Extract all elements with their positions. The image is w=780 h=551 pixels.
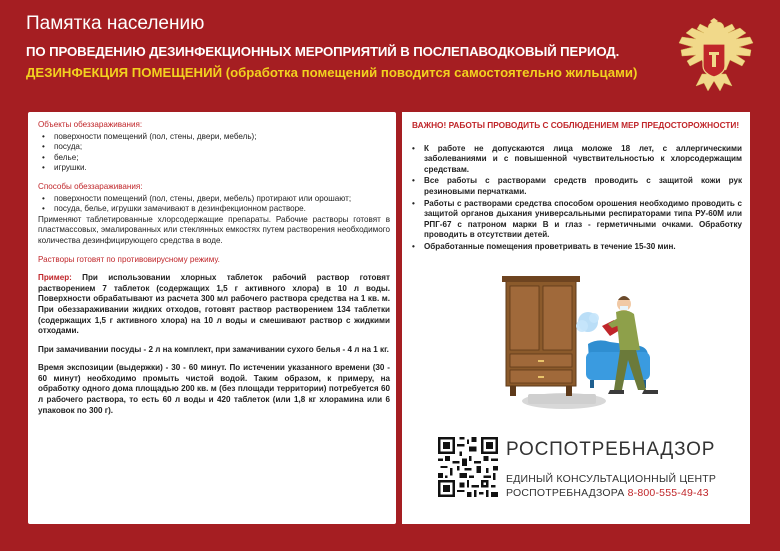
- header: [26, 12, 676, 81]
- list-item: • посуда;: [42, 142, 390, 153]
- left-panel: [28, 112, 396, 524]
- page-subtitle: ПО ПРОВЕДЕНИЮ ДЕЗИНФЕКЦИОННЫХ МЕРОПРИЯТИЙ В ПОСЛЕПАВОДКОВЫЙ ПЕРИОД.: [26, 44, 620, 59]
- rules-list: [412, 144, 742, 253]
- methods-list: [42, 194, 390, 215]
- antiviral-note: Растворы готовят по противовирусному режиму.: [38, 254, 220, 264]
- emblem-icon: [672, 14, 756, 104]
- contact-org: РОСПОТРЕБНАДЗОРА: [506, 487, 628, 499]
- topic-label: ДЕЗИНФЕКЦИЯ ПОМЕЩЕНИЙ: [26, 65, 223, 80]
- contact-line-2: [506, 487, 716, 499]
- list-item: • игрушки.: [42, 163, 390, 174]
- example-text: При использовании хлорных таблеток рабочий раствор готовят растворением 7 таблеток (содержащих 1,5 г активного хлора) в 10 л воды. Поверхности обрабатывают из расчета 300 мл рабочего раствора средства на 1 кв. м. При обеззараживании жидких отходов, готовят раствор растворением 134 таблетки (содержащих 1,5 г активного хлора) на 10 л воды и смешивают раствор с жидкими отходами.: [38, 273, 390, 336]
- phone-number[interactable]: 8-800-555-49-43: [627, 487, 709, 499]
- page-topic: [26, 64, 676, 81]
- objects-heading: Объекты обеззараживания:: [38, 120, 143, 129]
- objects-list: [42, 132, 390, 174]
- disinfection-illustration: [502, 274, 678, 416]
- list-item: • Все работы с растворами средств проводить с защитой кожи рук резиновыми перчатками.: [412, 176, 742, 197]
- list-item: • поверхности помещений (пол, стены, двери, мебель) протирают или орошают;: [42, 194, 390, 205]
- right-panel: [402, 112, 750, 524]
- list-item: • К работе не допускаются лица моложе 18 лет, с аллергическими заболеваниями и с повышенной чувствительностью к хлорсодержащим средствам.: [412, 144, 742, 176]
- soak-text: При замачивании посуды - 2 л на комплект, при замачивании сухого белья - 4 л на 1 кг.: [38, 344, 389, 354]
- topic-note: (обработка помещений поводится самостоятельно жильцами): [222, 65, 638, 80]
- example-paragraph: [38, 273, 390, 337]
- brand-name: РОСПОТРЕБНАДЗОР: [506, 439, 716, 460]
- exposure-text: Время экспозиции (выдержки) - 30 - 60 минут. По истечении указанного времени (30 - 60 минут) необходимо промыть чистой водой. Таким образом, к примеру, на обработку одного дома площадью 200 кв. м (без площади территории) потребуется 60 л рабочего раствора, то есть 60 л воды и 420 таблеток (или 1,8 кг хлорамина или 6 упаковок по 300 г).: [38, 363, 390, 415]
- methods-text: Применяют таблетированные хлорсодержащие препараты. Рабочие растворы готовят в пластмассовых, эмалированных или стеклянных емкостях путем растворения необходимого количества дезинфицирующего средства в воде.: [38, 214, 390, 245]
- list-item: • Работы с растворами средства способом орошения необходимо проводить с защитой органов дыхания универсальными респираторами типа РУ-60М или РПГ-67 с патроном марки В и глаз - герметичными очками. Обработку проводить в отсутствии детей.: [412, 199, 742, 241]
- list-item: • посуда, белье, игрушки замачивают в дезинфекционном растворе.: [42, 204, 390, 215]
- example-label: Пример:: [38, 273, 72, 283]
- brand-block: [506, 439, 716, 499]
- methods-heading: Способы обеззараживания:: [38, 181, 143, 191]
- page-title: Памятка населению: [26, 13, 205, 34]
- warning-heading: ВАЖНО! РАБОТЫ ПРОВОДИТЬ С СОБЛЮДЕНИЕМ МЕР ПРЕДОСТОРОЖНОСТИ!: [412, 120, 740, 130]
- list-item: • белье;: [42, 153, 390, 164]
- contact-line-1: ЕДИНЫЙ КОНСУЛЬТАЦИОННЫЙ ЦЕНТР: [506, 473, 717, 485]
- list-item: • Обработанные помещения проветривать в течение 15-30 мин.: [412, 242, 742, 253]
- qr-code-icon: [438, 437, 498, 497]
- list-item: • поверхности помещений (пол, стены, двери, мебель);: [42, 132, 390, 143]
